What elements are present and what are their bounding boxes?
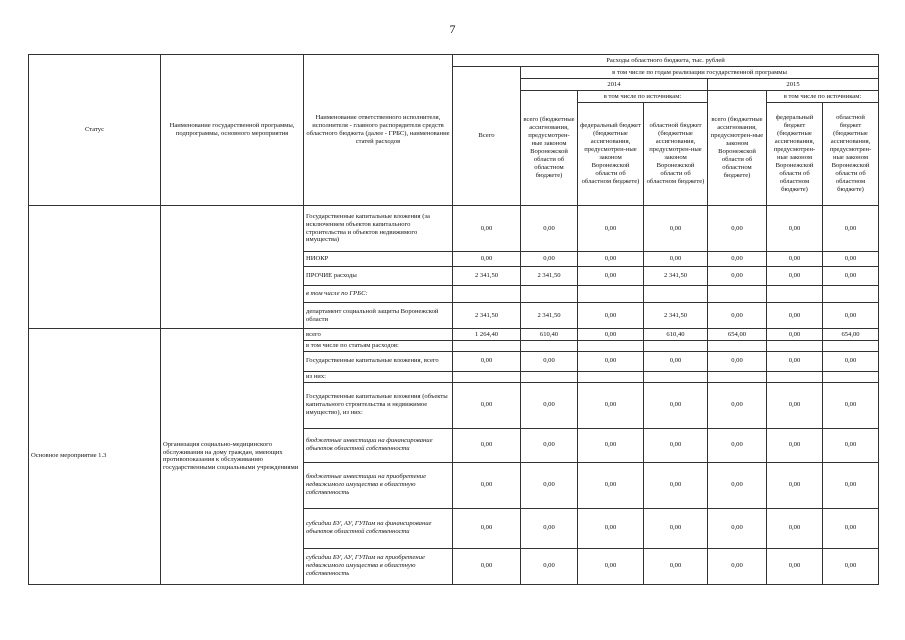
value-cell: 0,00 (767, 382, 823, 428)
value-cell: 0,00 (708, 508, 767, 548)
article-cell: департамент социальной защиты Воронежской области (304, 303, 453, 329)
article-cell: субсидии БУ, АУ, ГУПам на приобретение недвижимого имущества в областную собственность (304, 548, 453, 584)
value-cell: 0,00 (767, 329, 823, 341)
value-cell: 0,00 (708, 548, 767, 584)
value-cell: 0,00 (453, 206, 521, 252)
value-cell: 0,00 (644, 428, 708, 462)
header-2014-regional: областной бюджет (бюджетные ассигнования, предусмотрен-ные законом Воронежской области об областном бюджете) (644, 103, 708, 206)
value-cell: 654,00 (823, 329, 879, 341)
article-cell: бюджетные инвестиции на финансирование объектов областной собственности (304, 428, 453, 462)
article-cell: НИОКР (304, 252, 453, 267)
value-cell: 0,00 (521, 428, 578, 462)
value-cell: 0,00 (767, 267, 823, 286)
budget-table (28, 54, 879, 585)
value-cell: 0,00 (823, 252, 879, 267)
article-cell: субсидии БУ, АУ, ГУПам на финансирование объектов областной собственности (304, 508, 453, 548)
article-cell: ПРОЧИЕ расходы (304, 267, 453, 286)
value-cell: 0,00 (767, 548, 823, 584)
value-cell: 0,00 (644, 382, 708, 428)
article-cell: в том числе по ГРБС: (304, 286, 453, 303)
value-cell: 2 341,50 (453, 303, 521, 329)
value-cell: 0,00 (453, 548, 521, 584)
value-cell: 0,00 (644, 351, 708, 371)
value-cell: 0,00 (823, 548, 879, 584)
header-2014-federal: федеральный бюджет (бюджетные ассигнования, предусмотрен-ные законом Воронежской области об областном бюджете) (578, 103, 644, 206)
value-cell: 0,00 (453, 508, 521, 548)
header-2014-by-source: в том числе по источникам: (578, 91, 708, 103)
value-cell: 654,00 (708, 329, 767, 341)
header-expenses-title: Расходы областного бюджета, тыс. рублей (453, 55, 879, 67)
value-cell: 0,00 (453, 382, 521, 428)
header-by-years: в том числе по годам реализации государственной программы (521, 67, 879, 79)
header-executor: Наименование ответственного исполнителя, исполнителя - главного распорядителя средств областного бюджета (далее - ГРБС), наименование статей расходов (304, 55, 453, 206)
value-cell: 0,00 (521, 548, 578, 584)
value-cell: 0,00 (521, 508, 578, 548)
value-cell: 0,00 (823, 351, 879, 371)
value-cell: 0,00 (823, 428, 879, 462)
value-cell: 0,00 (823, 382, 879, 428)
value-cell: 0,00 (578, 252, 644, 267)
value-cell: 610,40 (521, 329, 578, 341)
value-cell: 0,00 (578, 329, 644, 341)
value-cell: 0,00 (578, 508, 644, 548)
value-cell: 0,00 (767, 252, 823, 267)
value-cell: 0,00 (823, 303, 879, 329)
value-cell: 0,00 (767, 303, 823, 329)
value-cell: 0,00 (521, 206, 578, 252)
measure-name: Организация социально-медицинского обслуживания на дому граждан, имеющих противопоказания к обслуживанию государственными социальными учреждениями (161, 329, 304, 585)
value-cell: 0,00 (767, 508, 823, 548)
value-cell: 0,00 (578, 548, 644, 584)
header-2015-regional: областной бюджет (бюджетные ассигнования, предусмотрен-ные законом Воронежской области об областном бюджете) (823, 103, 879, 206)
value-cell: 610,40 (644, 329, 708, 341)
value-cell: 0,00 (453, 252, 521, 267)
header-year-2014: 2014 (521, 79, 708, 91)
value-cell: 0,00 (644, 508, 708, 548)
value-cell: 0,00 (708, 462, 767, 508)
value-cell: 0,00 (453, 462, 521, 508)
table-row (29, 329, 879, 341)
value-cell: 0,00 (453, 428, 521, 462)
value-cell: 0,00 (708, 303, 767, 329)
value-cell: 0,00 (578, 267, 644, 286)
value-cell: 2 341,50 (521, 303, 578, 329)
value-cell: 0,00 (823, 206, 879, 252)
article-cell: из них: (304, 371, 453, 382)
value-cell: 0,00 (578, 462, 644, 508)
page-number: 7 (449, 22, 456, 36)
value-cell: 0,00 (708, 428, 767, 462)
value-cell: 0,00 (578, 206, 644, 252)
header-2015-federal: федеральный бюджет (бюджетные ассигнования, предусмотрен-ные законом Воронежской области об областном бюджете) (767, 103, 823, 206)
article-cell: бюджетные инвестиции на приобретение недвижимого имущества в областную собственность (304, 462, 453, 508)
value-cell: 0,00 (823, 508, 879, 548)
header-2015-total: всего (бюджетные ассигнования, предусмотрен-ные законом Воронежской области об областном бюджете) (708, 91, 767, 206)
value-cell: 0,00 (644, 252, 708, 267)
value-cell: 0,00 (767, 462, 823, 508)
article-cell: Государственные капитальные вложения (объекты капитального строительства и недвижимое имущество), из них: (304, 382, 453, 428)
value-cell: 1 264,40 (453, 329, 521, 341)
value-cell: 0,00 (823, 267, 879, 286)
article-cell: в том числе по статьям расходов: (304, 341, 453, 352)
article-cell: всего (304, 329, 453, 341)
value-cell: 0,00 (767, 206, 823, 252)
value-cell: 0,00 (708, 252, 767, 267)
header-row-1 (29, 55, 879, 67)
value-cell: 0,00 (644, 548, 708, 584)
header-year-2015: 2015 (708, 79, 879, 91)
article-cell: Государственные капитальные вложения, всего (304, 351, 453, 371)
value-cell: 0,00 (767, 428, 823, 462)
value-cell: 0,00 (521, 351, 578, 371)
value-cell: 0,00 (644, 206, 708, 252)
header-program-name: Наименование государственной программы, подпрограммы, основного мероприятия (161, 55, 304, 206)
value-cell: 0,00 (453, 351, 521, 371)
value-cell: 0,00 (708, 351, 767, 371)
value-cell: 0,00 (644, 462, 708, 508)
value-cell: 0,00 (823, 462, 879, 508)
value-cell: 0,00 (708, 267, 767, 286)
measure-status: Основное мероприятие 1.3 (29, 329, 161, 585)
table-row (29, 206, 879, 252)
value-cell: 2 341,50 (453, 267, 521, 286)
value-cell: 0,00 (708, 382, 767, 428)
name-cell-empty (161, 206, 304, 329)
article-cell: Государственные капитальные вложения (за исключением объектов капитального строительства и объектов недвижимого имущества) (304, 206, 453, 252)
header-2014-total: всего (бюджетные ассигнования, предусмотрен-ные законом Воронежской области об областном бюджете) (521, 91, 578, 206)
value-cell: 2 341,50 (644, 267, 708, 286)
header-total: Всего (453, 67, 521, 206)
value-cell: 2 341,50 (644, 303, 708, 329)
value-cell: 0,00 (578, 303, 644, 329)
value-cell: 0,00 (708, 206, 767, 252)
value-cell: 0,00 (767, 351, 823, 371)
value-cell: 0,00 (578, 428, 644, 462)
value-cell: 0,00 (578, 351, 644, 371)
header-status: Статус (29, 55, 161, 206)
value-cell: 0,00 (521, 462, 578, 508)
value-cell: 0,00 (578, 382, 644, 428)
value-cell: 2 341,50 (521, 267, 578, 286)
value-cell: 0,00 (521, 252, 578, 267)
value-cell: 0,00 (521, 382, 578, 428)
header-2015-by-source: в том числе по источникам: (767, 91, 879, 103)
status-cell-empty (29, 206, 161, 329)
